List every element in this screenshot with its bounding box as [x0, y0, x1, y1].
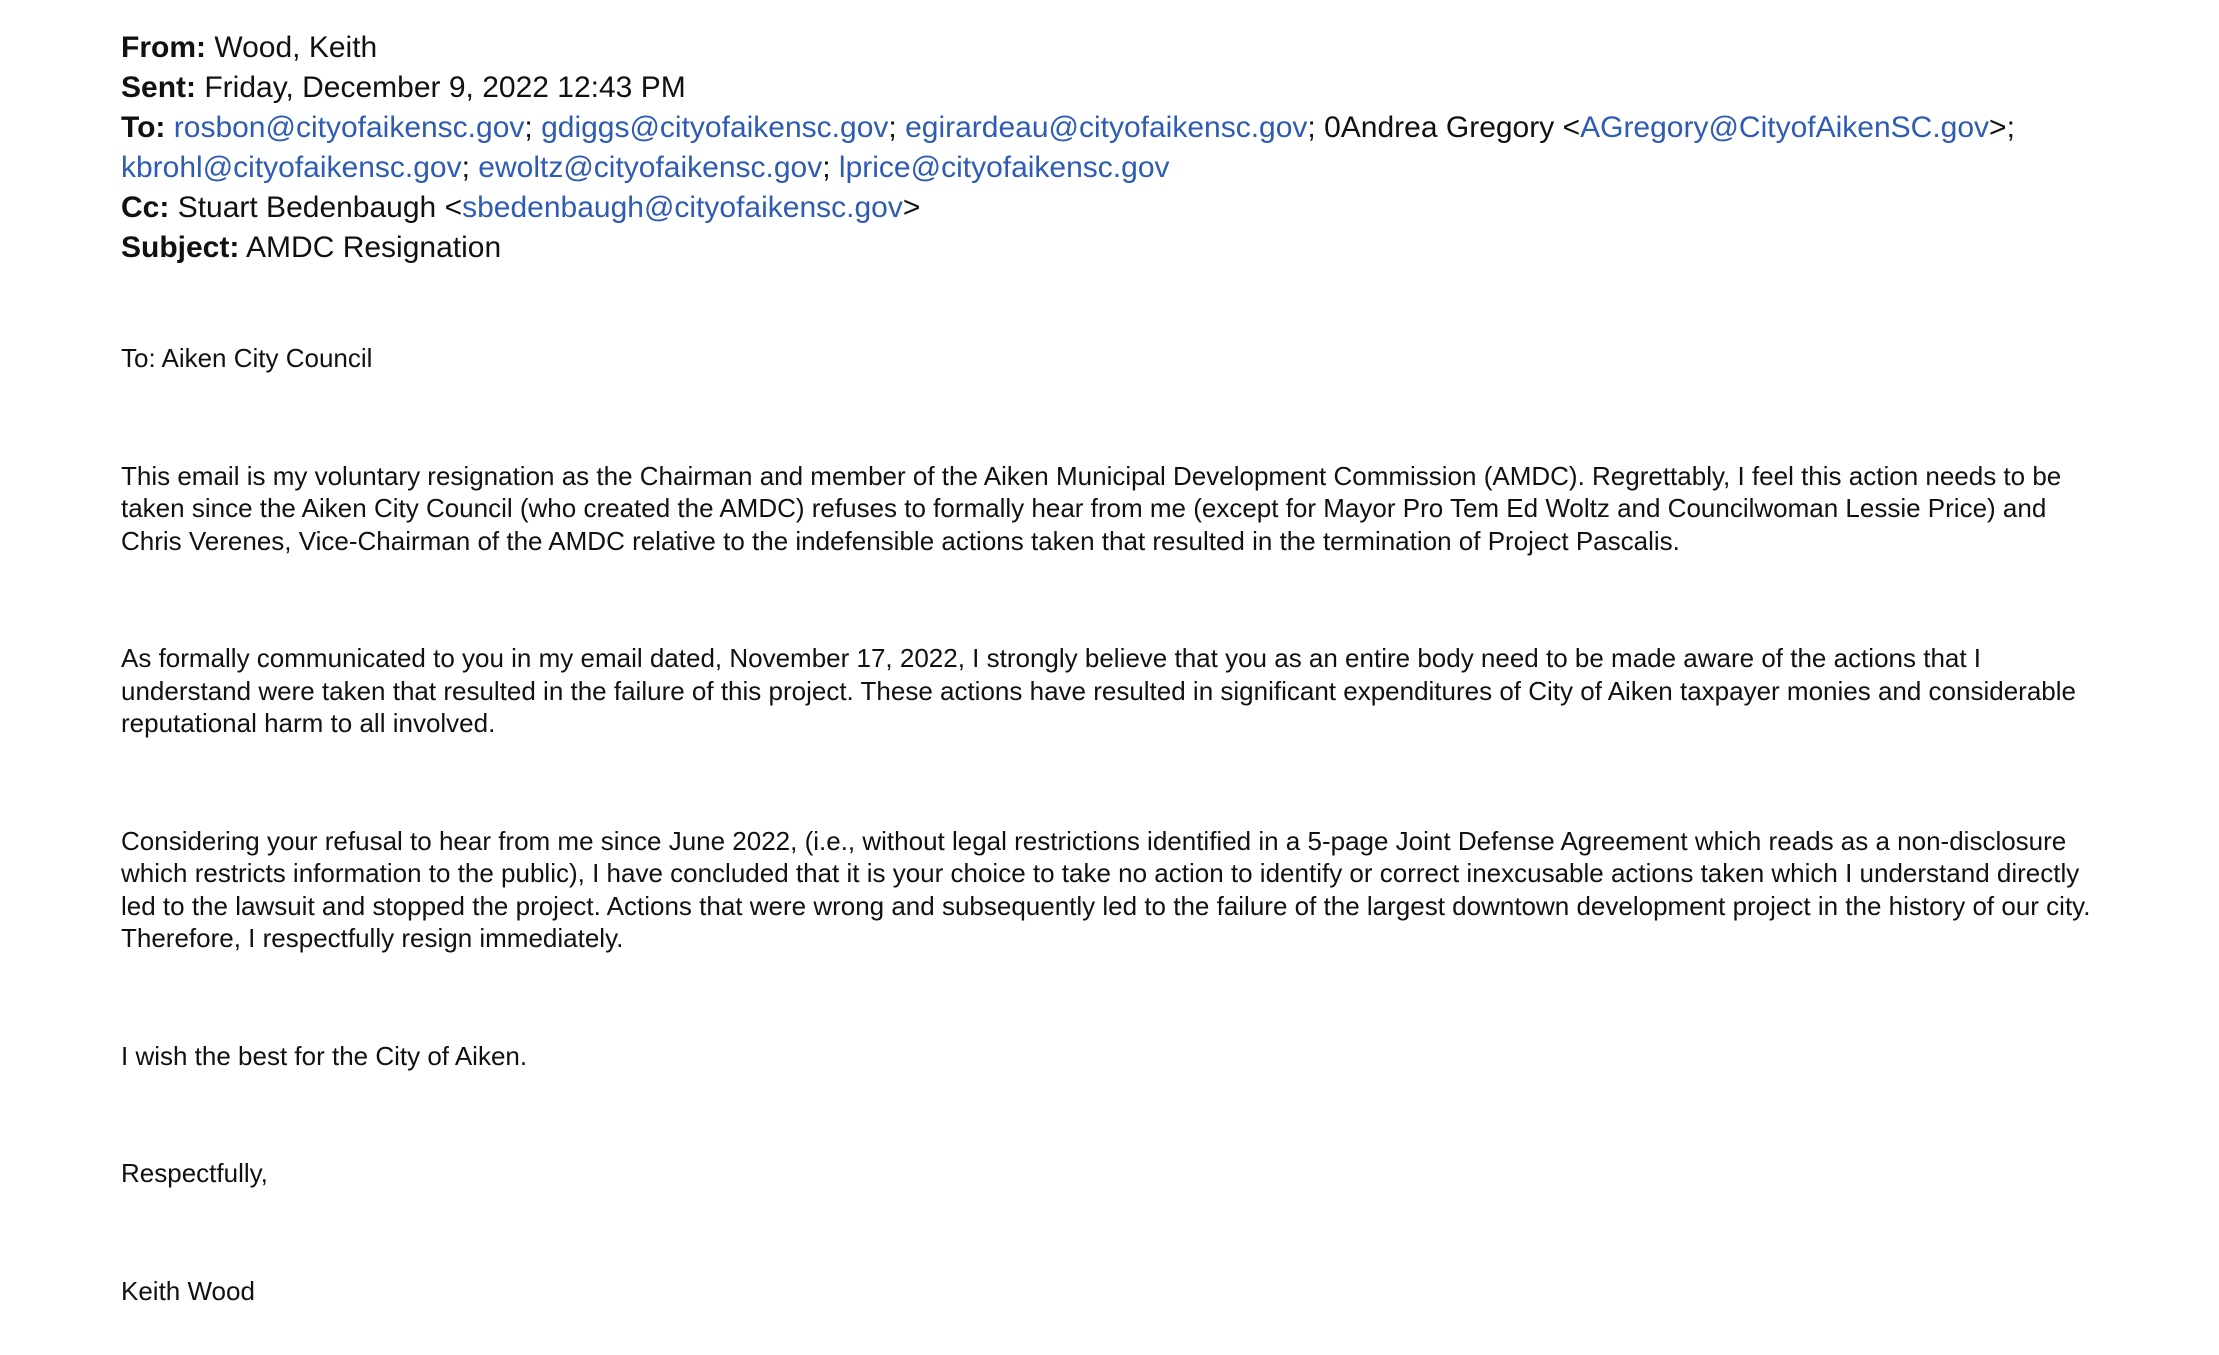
separator: ;: [1307, 111, 1316, 144]
recipient-email-link[interactable]: ewoltz@cityofaikensc.gov: [478, 151, 823, 184]
paragraph-line: which restricts information to the public), I have concluded that it is your choice to take no action to identify or correct inexcusable actions taken which I understand directly: [121, 858, 2080, 888]
recipient-email-link[interactable]: gdiggs@cityofaikensc.gov: [541, 111, 889, 144]
salutation: To: Aiken City Council: [121, 343, 373, 373]
sent-row: [121, 68, 2121, 108]
paragraph-line: Chris Verenes, Vice-Chairman of the AMDC relative to the indefensible actions taken that resulted in the termination of Project Pascalis.: [121, 525, 1680, 556]
to-row: [121, 108, 2121, 148]
email-body: [121, 342, 2121, 1307]
cc-email-link[interactable]: sbedenbaugh@cityofaikensc.gov: [462, 191, 903, 224]
recipient-email-link[interactable]: egirardeau@cityofaikensc.gov: [905, 111, 1308, 144]
to-row-continued: [121, 148, 2121, 188]
from-value: Wood, Keith: [214, 31, 378, 64]
paragraph-line: reputational harm to all involved.: [121, 708, 496, 738]
sent-label: Sent:: [121, 71, 196, 104]
signature: Keith Wood: [121, 1275, 255, 1306]
recipient-email-link[interactable]: rosbon@cityofaikensc.gov: [173, 111, 525, 144]
recipient-name: 0Andrea Gregory <: [1324, 111, 1581, 144]
recipient-bracket: >;: [1989, 111, 2015, 144]
email-header: [121, 28, 2121, 268]
to-label: To:: [121, 111, 166, 144]
recipient-email-link[interactable]: kbrohl@cityofaikensc.gov: [121, 151, 462, 184]
paragraph-line: taken since the Aiken City Council (who created the AMDC) refuses to formally hear from me (except for Mayor Pro Tem Ed Woltz and Councilwoman Lessie Price) and: [121, 493, 2047, 523]
paragraph-line: Considering your refusal to hear from me since June 2022, (i.e., without legal restrictions identified in a 5-page Joint Defense Agreement which reads as a non-disclosure: [121, 825, 2067, 856]
cc-label: Cc:: [121, 191, 170, 224]
separator: ;: [524, 111, 533, 144]
recipient-email-link[interactable]: AGregory@CityofAikenSC.gov: [1580, 111, 1990, 144]
from-row: [121, 28, 2121, 68]
sent-value: Friday, December 9, 2022 12:43 PM: [204, 71, 686, 104]
paragraph-line: understand were taken that resulted in the failure of this project. These actions have resulted in significant expenditures of City of Aiken taxpayer monies and considerable: [121, 675, 2076, 706]
subject-row: [121, 228, 2121, 268]
paragraph-line: As formally communicated to you in my email dated, November 17, 2022, I strongly believe that you as an entire body need to be made aware of the actions that I: [121, 643, 1982, 673]
paragraph-3: [121, 825, 2121, 955]
paragraph-4: I wish the best for the City of Aiken.: [121, 1040, 528, 1071]
separator: ;: [888, 111, 897, 144]
cc-bracket: >: [902, 191, 921, 224]
cc-name: Stuart Bedenbaugh <: [177, 191, 463, 224]
paragraph-2: [121, 642, 2121, 740]
paragraph-line: This email is my voluntary resignation as the Chairman and member of the Aiken Municipal Development Commission (AMDC). Regrettably, I feel this action needs to be: [121, 460, 2062, 491]
paragraph-line: led to the lawsuit and stopped the project. Actions that were wrong and subsequently led to the failure of the largest downtown development project in the history of our city.: [121, 890, 2091, 921]
paragraph-1: [121, 460, 2121, 558]
from-label: From:: [121, 31, 206, 64]
closing: Respectfully,: [121, 1158, 268, 1188]
separator: ;: [461, 151, 470, 184]
separator: ;: [822, 151, 831, 184]
subject-value: AMDC Resignation: [246, 231, 502, 264]
recipient-email-link[interactable]: lprice@cityofaikensc.gov: [838, 151, 1170, 184]
paragraph-line: Therefore, I respectfully resign immediately.: [121, 923, 624, 953]
subject-label: Subject:: [121, 231, 240, 264]
cc-row: [121, 188, 2121, 228]
